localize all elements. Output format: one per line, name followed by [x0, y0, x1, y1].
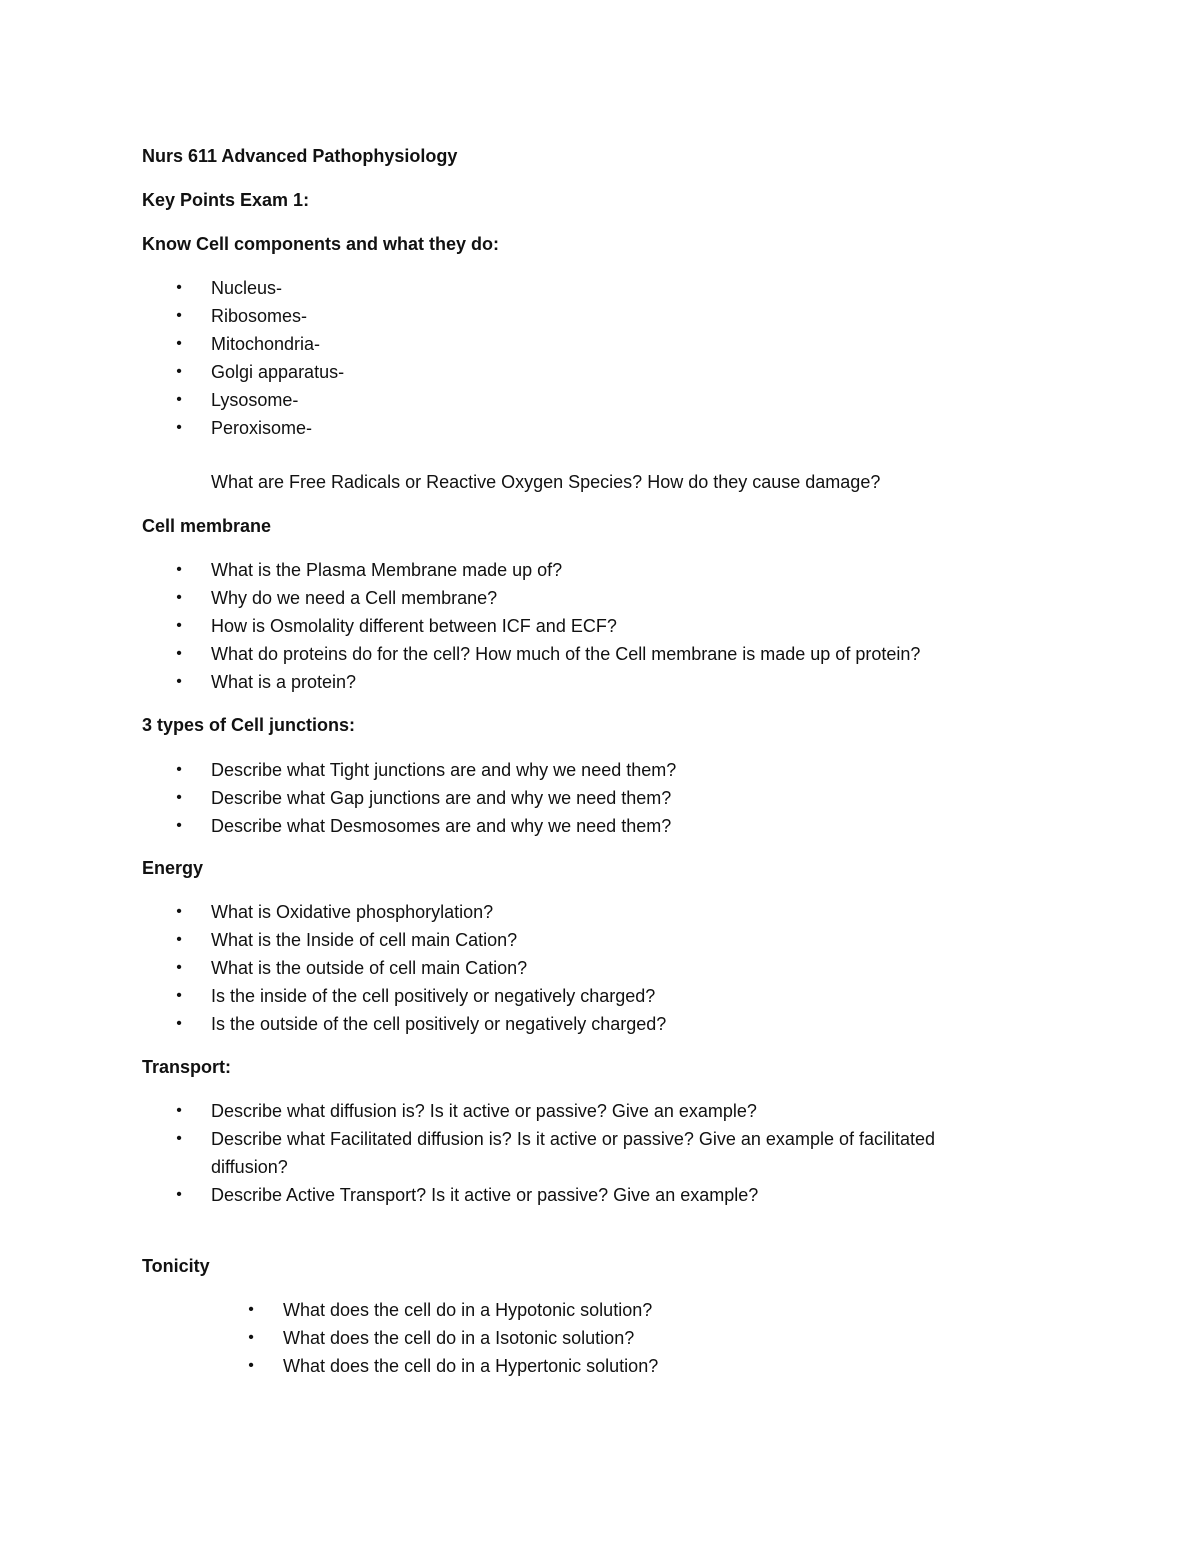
free-radicals-question: What are Free Radicals or Reactive Oxygen Species? How do they cause damage? — [211, 472, 881, 492]
list-cell-junctions — [176, 756, 677, 840]
list-cell-membrane — [176, 556, 921, 696]
list-item: • Nucleus- — [211, 274, 344, 302]
bullet-icon: • — [176, 391, 182, 408]
list-item: • Describe what Tight junctions are and why we need them? — [211, 756, 676, 784]
document-subtitle: Key Points Exam 1: — [142, 190, 310, 210]
list-item: • Is the inside of the cell positively or negatively charged? — [211, 982, 666, 1010]
list-energy — [176, 898, 667, 1038]
list-item: • Golgi apparatus- — [211, 358, 344, 386]
list-item: • How is Osmolality different between ICF and ECF? — [211, 612, 920, 640]
list-item: • What does the cell do in a Hypertonic solution? — [283, 1352, 658, 1380]
list-item: • Lysosome- — [211, 386, 344, 414]
heading-transport: Transport: — [142, 1057, 232, 1077]
bullet-icon: • — [176, 307, 182, 324]
list-item: • Why do we need a Cell membrane? — [211, 584, 920, 612]
list-item: • Describe what diffusion is? Is it active or passive? Give an example? — [211, 1097, 1011, 1125]
bullet-icon: • — [176, 335, 182, 352]
list-item: • What is the outside of cell main Cation? — [211, 954, 666, 982]
bullet-icon: • — [176, 561, 182, 578]
list-item: • Is the outside of the cell positively or negatively charged? — [211, 1010, 666, 1038]
list-item: • What is a protein? — [211, 668, 920, 696]
bullet-icon: • — [176, 1130, 182, 1147]
list-item: • Describe what Facilitated diffusion is? Is it active or passive? Give an example of facilitated diffusion? — [211, 1125, 1011, 1181]
list-item: • Describe what Gap junctions are and why we need them? — [211, 784, 676, 812]
bullet-icon: • — [176, 673, 182, 690]
heading-energy: Energy — [142, 858, 204, 878]
bullet-icon: • — [176, 363, 182, 380]
bullet-icon: • — [176, 789, 182, 806]
bullet-icon: • — [176, 645, 182, 662]
bullet-icon: • — [176, 931, 182, 948]
list-item: • Peroxisome- — [211, 414, 344, 442]
bullet-icon: • — [176, 761, 182, 778]
list-item: • Ribosomes- — [211, 302, 344, 330]
heading-tonicity: Tonicity — [142, 1256, 210, 1276]
list-item: • What is Oxidative phosphorylation? — [211, 898, 666, 926]
list-item: • What does the cell do in a Isotonic solution? — [283, 1324, 658, 1352]
bullet-icon: • — [176, 1102, 182, 1119]
bullet-icon: • — [176, 589, 182, 606]
bullet-icon: • — [176, 1015, 182, 1032]
bullet-icon: • — [176, 617, 182, 634]
bullet-icon: • — [176, 419, 182, 436]
list-item: • Describe Active Transport? Is it active or passive? Give an example? — [211, 1181, 1011, 1209]
list-item: • What does the cell do in a Hypotonic solution? — [283, 1296, 658, 1324]
bullet-icon: • — [176, 903, 182, 920]
bullet-icon: • — [176, 817, 182, 834]
list-tonicity — [248, 1296, 659, 1380]
heading-cell-components: Know Cell components and what they do: — [142, 234, 500, 254]
list-item: • What is the Plasma Membrane made up of? — [211, 556, 920, 584]
list-transport — [176, 1097, 1011, 1209]
list-cell-components — [176, 274, 345, 442]
document-title: Nurs 611 Advanced Pathophysiology — [142, 146, 458, 166]
list-item: • Mitochondria- — [211, 330, 344, 358]
bullet-icon: • — [176, 1186, 182, 1203]
list-item: • Describe what Desmosomes are and why we need them? — [211, 812, 676, 840]
heading-cell-junctions: 3 types of Cell junctions: — [142, 715, 356, 735]
bullet-icon: • — [248, 1357, 254, 1374]
heading-cell-membrane: Cell membrane — [142, 516, 272, 536]
list-item: • What do proteins do for the cell? How much of the Cell membrane is made up of protein? — [211, 640, 920, 668]
bullet-icon: • — [176, 959, 182, 976]
bullet-icon: • — [248, 1329, 254, 1346]
list-item: • What is the Inside of cell main Cation? — [211, 926, 666, 954]
bullet-icon: • — [176, 279, 182, 296]
bullet-icon: • — [248, 1301, 254, 1318]
bullet-icon: • — [176, 987, 182, 1004]
